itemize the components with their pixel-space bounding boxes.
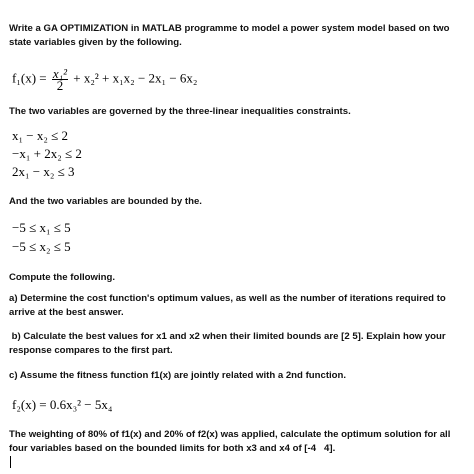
- part-c: [9, 369, 469, 383]
- part-b: [9, 330, 469, 358]
- bounds-intro-text: And the two variables are bounded by the.: [9, 196, 202, 207]
- f1-lhs: f₁(x) =: [12, 70, 47, 86]
- intro-line-2: state variables given by the following.: [9, 37, 182, 48]
- text-cursor: [10, 456, 11, 468]
- bound-2: −5 ≤ x₂ ≤ 5: [12, 239, 71, 254]
- part-a: [9, 292, 469, 320]
- constraints-intro-text: The two variables are governed by the three-linear inequalities constraints.: [9, 106, 351, 117]
- f1-rhs: + x₂² + x₁x₂ − 2x₁ − 6x₂: [73, 70, 198, 86]
- f2-equation: f₂(x) = 0.6x₃² − 5x₄: [12, 397, 113, 412]
- bounds-intro: [9, 195, 469, 209]
- part-a-line-1: a) Determine the cost function's optimum values, as well as the number of iterations required to: [9, 293, 446, 304]
- compute-heading-text: Compute the following.: [9, 272, 116, 283]
- intro-line-1: Write a GA OPTIMIZATION in MATLAB programme to model a power system model based on two: [9, 23, 450, 34]
- part-a-line-2: arrive at the best answer.: [9, 307, 124, 318]
- f1-fraction: [52, 68, 68, 91]
- final-line-2-wrap: [9, 442, 469, 468]
- final-line-2: four variables based on the bounded limits for both x3 and x4 of [-4 4].: [9, 443, 336, 454]
- f1-equation: [12, 68, 197, 91]
- final-line-1: The weighting of 80% of f1(x) and 20% of f2(x) was applied, calculate the optimum solution for all: [9, 429, 451, 440]
- constraint-2: −x₁ + 2x₂ ≤ 2: [12, 146, 82, 161]
- constraint-1: x₁ − x₂ ≤ 2: [12, 128, 69, 143]
- f1-fraction-denominator: 2: [56, 78, 64, 93]
- bound-1: −5 ≤ x₁ ≤ 5: [12, 220, 71, 235]
- part-c-text: c) Assume the fitness function f1(x) are jointly related with a 2nd function.: [9, 370, 347, 381]
- part-b-line-2: response compares to the first part.: [9, 345, 173, 356]
- f1-fraction-numerator: x₁²: [52, 66, 68, 81]
- compute-heading: [9, 271, 469, 285]
- final-paragraph: [9, 428, 469, 468]
- constraints-intro: [9, 105, 469, 119]
- part-b-line-1: b) Calculate the best values for x1 and x2 when their limited bounds are [2 5]. Explain how your: [9, 331, 446, 342]
- constraint-3: 2x₁ − x₂ ≤ 3: [12, 164, 75, 179]
- intro-paragraph: [9, 22, 469, 50]
